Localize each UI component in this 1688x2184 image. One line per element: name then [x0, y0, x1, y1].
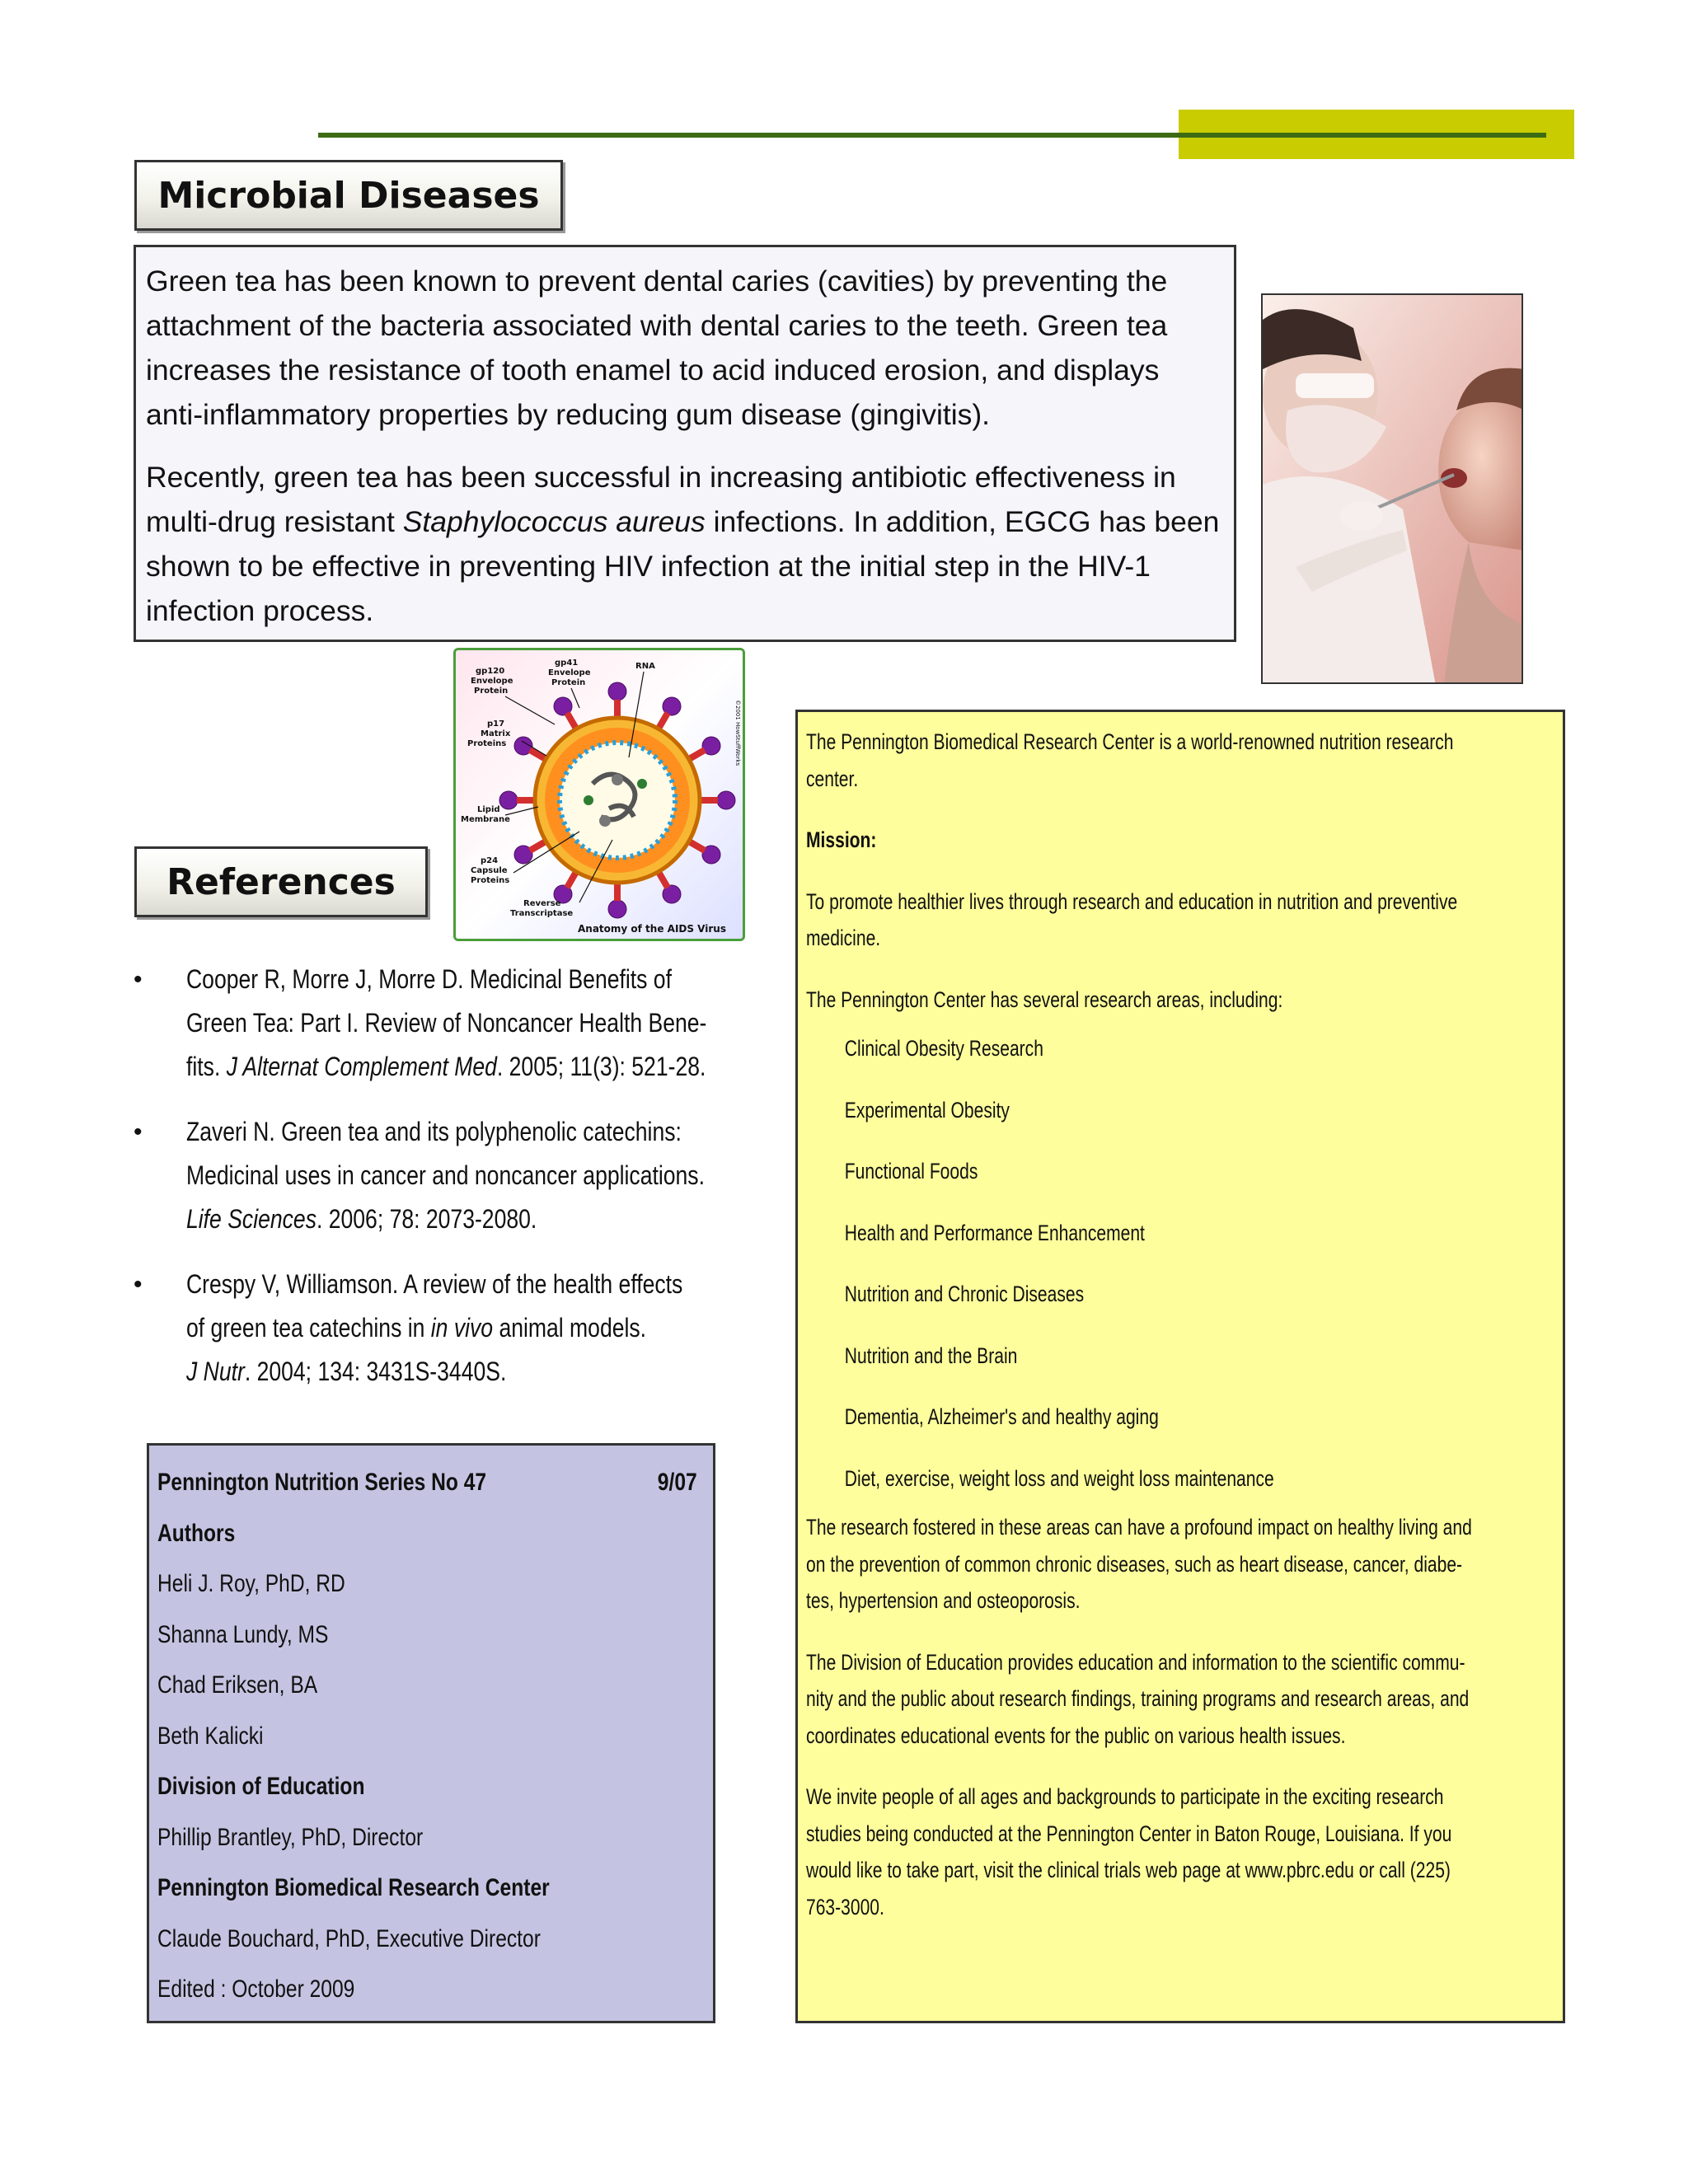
- label-gp41-envelope: Envelope: [548, 668, 591, 677]
- research-area: Diet, exercise, weight loss and weight loss maintenance: [844, 1465, 1274, 1491]
- bullet-icon: •: [134, 1271, 143, 1298]
- references-heading: [134, 846, 428, 917]
- research-area: Nutrition and Chronic Diseases: [844, 1282, 1085, 1306]
- division-line: coordinates educational events for the public on various health issues.: [806, 1722, 1346, 1748]
- mission-label: Mission:: [806, 827, 877, 852]
- label-p17: p17: [487, 719, 505, 729]
- microbial-paragraph-1: Green tea has been known to prevent dental caries (cavities) by preventing the attachment of the bacteria associated with dental caries to the teeth. Green tea increases the resistance of tooth enamel to acid induced erosion, and displays anti-inflammatory properties by reducing gum disease (gingivitis).: [146, 265, 1168, 431]
- author-name: Chad Eriksen, BA: [157, 1671, 318, 1699]
- research-area: Functional Foods: [844, 1159, 978, 1183]
- label-p24-capsule: Capsule: [471, 866, 508, 875]
- label-gp41: gp41: [555, 658, 579, 668]
- research-area: Dementia, Alzheimer's and healthy aging: [844, 1404, 1159, 1429]
- authors-box: [147, 1443, 715, 2023]
- author-name: Heli J. Roy, PhD, RD: [157, 1570, 345, 1597]
- reference-item: • Crespy V, Williamson. A review of the health effects of green tea catechins in in vivo animal models. J Nutr. 2004; 134: 3431S-3440S.: [132, 1263, 742, 1394]
- label-gp120-protein: Protein: [474, 687, 509, 696]
- series-line: [157, 1457, 697, 1508]
- division-person: Phillip Brantley, PhD, Director: [157, 1823, 424, 1851]
- label-p17-matrix: Matrix: [481, 729, 511, 738]
- intro-line: center.: [806, 766, 859, 791]
- hiv-virus-diagram: [453, 648, 745, 941]
- journal-name: J Alternat Complement Med: [226, 1052, 497, 1081]
- label-p24: p24: [481, 856, 499, 865]
- center-label: Pennington Biomedical Research Center: [157, 1874, 550, 1901]
- references-heading-text: References: [166, 860, 396, 903]
- microbial-paragraph-2: Recently, green tea has been successful in increasing antibiotic effectiveness in multi-drug resistant Staphylococcus aureus infections. In addition, EGCG has been shown to be effective in preventing HIV infection at the initial step in the HIV-1 infection process.: [146, 461, 1220, 627]
- label-transcriptase: Transcriptase: [510, 909, 574, 918]
- dentist-photo: [1261, 293, 1523, 684]
- label-gp120-envelope: Envelope: [471, 677, 513, 686]
- reference-item: • Cooper R, Morre J, Morre D. Medicinal Benefits of Green Tea: Part I. Review of Noncancer Health Bene- fits. J Alternat Complement Med. 2005; 11(3): 521-28.: [132, 958, 742, 1089]
- pennington-info-box: [795, 710, 1565, 2023]
- areas-intro: The Pennington Center has several research areas, including:: [806, 987, 1283, 1012]
- edited-date: Edited : October 2009: [157, 1975, 355, 2003]
- label-lipid-membrane: Membrane: [461, 815, 510, 824]
- label-gp41-protein: Protein: [551, 678, 586, 687]
- label-p17-proteins: Proteins: [467, 739, 507, 748]
- dentist-illustration: [1263, 295, 1523, 684]
- impact-line: The research fostered in these areas can have a profound impact on healthy living and: [806, 1515, 1472, 1540]
- impact-line: tes, hypertension and osteoporosis.: [806, 1588, 1081, 1613]
- intro-line: The Pennington Biomedical Research Center is a world-renowned nutrition research: [806, 729, 1454, 754]
- species-name: Staphylococcus aureus: [402, 505, 706, 538]
- division-line: nity and the public about research findings, training programs and research areas, and: [806, 1686, 1470, 1711]
- impact-line: on the prevention of common chronic diseases, such as heart disease, cancer, diabe-: [806, 1551, 1463, 1577]
- division-line: The Division of Education provides education and information to the scientific commu-: [806, 1649, 1465, 1675]
- research-area: Nutrition and the Brain: [844, 1343, 1018, 1368]
- label-rna: RNA: [635, 662, 655, 671]
- research-area: Experimental Obesity: [844, 1097, 1010, 1122]
- references-list: [132, 958, 742, 1415]
- research-area: Health and Performance Enhancement: [844, 1220, 1145, 1245]
- series-title: Pennington Nutrition Series No 47: [157, 1469, 487, 1496]
- invite-line: would like to take part, visit the clinical trials web page at www.pbrc.edu or call (225): [806, 1858, 1451, 1882]
- journal-name: J Nutr: [186, 1357, 245, 1386]
- author-name: Shanna Lundy, MS: [157, 1620, 329, 1648]
- label-p24-proteins: Proteins: [471, 876, 510, 885]
- invite-line: We invite people of all ages and backgrounds to participate in the exciting research: [806, 1784, 1444, 1809]
- label-reverse: Reverse: [523, 899, 561, 908]
- diagram-copyright: ©2001 HowStuffWorks: [734, 700, 741, 766]
- center-person: Claude Bouchard, PhD, Executive Director: [157, 1924, 541, 1952]
- label-lipid: Lipid: [477, 805, 500, 814]
- label-gp120: gp120: [476, 667, 505, 676]
- diagram-caption: Anatomy of the AIDS Virus: [578, 923, 726, 935]
- hiv-anatomy-figure: [456, 650, 743, 939]
- mission-line: medicine.: [806, 926, 881, 950]
- microbial-heading: [134, 160, 563, 231]
- invite-line: 763-3000.: [806, 1894, 884, 1919]
- author-name: Beth Kalicki: [157, 1722, 264, 1750]
- invite-line: studies being conducted at the Pennington Center in Baton Rouge, Louisiana. If you: [806, 1821, 1452, 1846]
- header-rule: [318, 133, 1546, 138]
- microbial-text-box: [134, 245, 1236, 642]
- mission-line: To promote healthier lives through research and education in nutrition and preventive: [806, 888, 1458, 914]
- authors-label: Authors: [157, 1519, 236, 1547]
- bullet-icon: •: [134, 966, 143, 993]
- division-label: Division of Education: [157, 1773, 365, 1800]
- series-date: 9/07: [657, 1469, 697, 1496]
- microbial-heading-text: Microbial Diseases: [157, 174, 540, 217]
- reference-item: • Zaveri N. Green tea and its polyphenolic catechins: Medicinal uses in cancer and noncancer applications. Life Sciences. 2006; 78: 2073-2080.: [132, 1110, 742, 1241]
- journal-name: Life Sciences: [186, 1204, 316, 1234]
- research-area: Clinical Obesity Research: [844, 1036, 1043, 1061]
- bullet-icon: •: [134, 1118, 143, 1146]
